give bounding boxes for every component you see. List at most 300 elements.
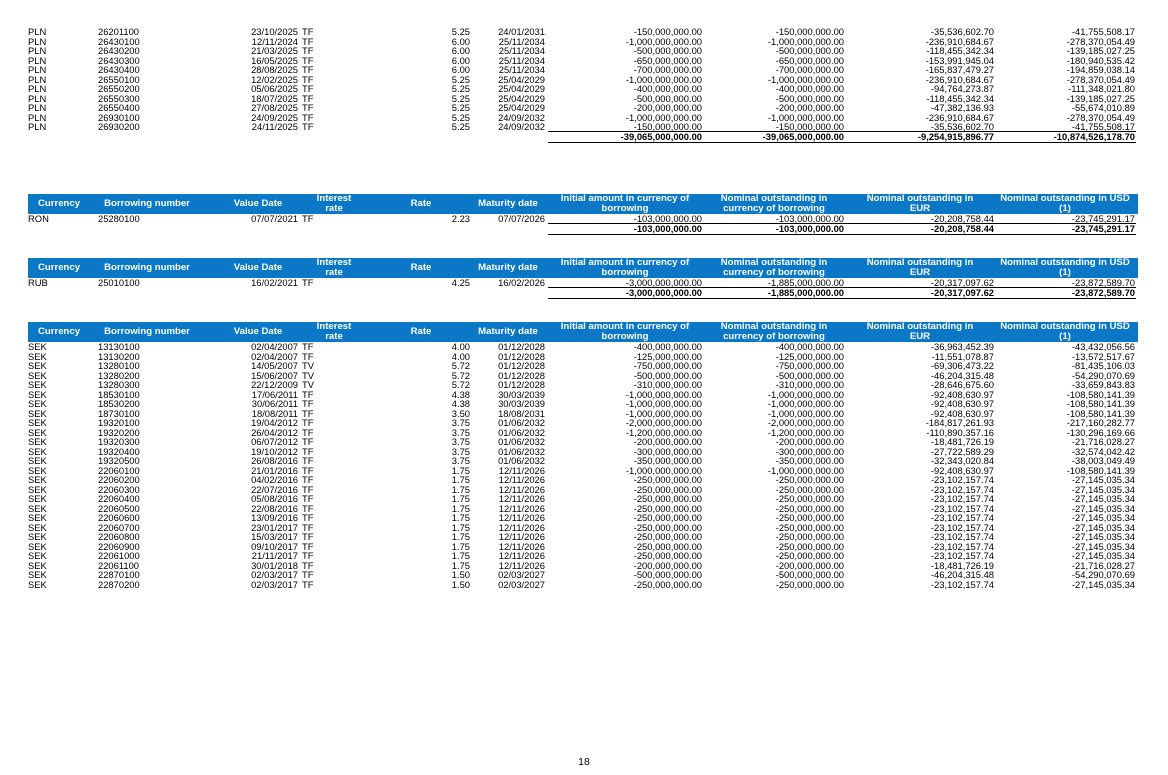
rate-cell: 1.75: [451, 493, 470, 504]
initial-amount-cell: -1,000,000,000.00: [625, 73, 702, 85]
table-header: [28, 322, 1138, 342]
nominal-currency-cell: -150,000,000.00: [775, 121, 844, 132]
header-interest-rate-line2: rate: [325, 267, 343, 278]
header-initial-amount-line2: borrowing: [601, 331, 649, 342]
nominal-usd-cell: -194,859,038.14: [1066, 64, 1135, 75]
value-date-cell: 19/04/2012: [251, 417, 298, 428]
table-row: [28, 580, 1138, 590]
rate-cell: 6.00: [451, 35, 470, 47]
maturity-date-cell: 24/01/2031: [498, 26, 545, 37]
initial-amount-cell: -1,000,000,000.00: [625, 35, 702, 47]
nominal-eur-cell: -153,991,945.04: [925, 54, 994, 66]
currency-cell: SEK: [28, 512, 47, 523]
total-nominal-currency: -39,065,000,000.00: [762, 130, 844, 142]
nominal-usd-cell: -27,145,035.34: [1071, 483, 1135, 495]
maturity-date-cell: 25/11/2034: [498, 35, 545, 47]
nominal-eur-cell: -92,408,630.97: [930, 464, 994, 476]
maturity-date-cell: 12/11/2026: [498, 531, 545, 542]
rate-cell: 1.75: [451, 559, 470, 571]
interest-type-cell: TF: [302, 388, 314, 400]
borrowing-number-cell: 18730100: [98, 407, 140, 419]
initial-amount-cell: -310,000,000.00: [633, 379, 702, 390]
currency-cell: PLN: [28, 35, 47, 47]
borrowing-number-cell: 26550400: [98, 102, 140, 113]
borrowing-number-cell: 26430200: [98, 45, 140, 56]
header-rate: Rate: [410, 326, 432, 337]
nominal-eur-cell: -35,536,602.70: [930, 121, 994, 132]
interest-type-cell: TF: [302, 540, 314, 552]
maturity-date-cell: 24/09/2032: [498, 111, 545, 123]
initial-amount-cell: -300,000,000.00: [633, 445, 702, 457]
borrowing-number-cell: 22060300: [98, 483, 140, 495]
nominal-usd-cell: -278,370,054.49: [1066, 73, 1135, 85]
interest-type-cell: TF: [302, 426, 314, 438]
initial-amount-cell: -700,000,000.00: [633, 64, 702, 75]
initial-amount-cell: -200,000,000.00: [633, 559, 702, 571]
nominal-eur-cell: -23,102,157.74: [930, 483, 994, 495]
nominal-currency-cell: -300,000,000.00: [775, 445, 844, 457]
interest-type-cell: TV: [302, 379, 314, 390]
nominal-usd-cell: -55,674,010.89: [1071, 102, 1135, 113]
initial-amount-cell: -400,000,000.00: [633, 341, 702, 352]
initial-amount-cell: -400,000,000.00: [633, 83, 702, 94]
interest-type-cell: TF: [302, 436, 314, 447]
nominal-eur-cell: -11,551,078.87: [931, 350, 994, 362]
borrowing-number-cell: 26201100: [98, 26, 140, 37]
header-currency: Currency: [37, 198, 81, 209]
interest-type-cell: TF: [302, 559, 314, 571]
nominal-usd-cell: -108,580,141.39: [1066, 464, 1135, 476]
rate-cell: 3.75: [451, 436, 470, 447]
nominal-currency-cell: -1,000,000,000.00: [767, 407, 844, 419]
currency-cell: PLN: [28, 54, 47, 66]
interest-type-cell: TF: [302, 407, 314, 419]
interest-type-cell: TF: [302, 455, 314, 466]
borrowing-number-cell: 22060500: [98, 502, 140, 514]
borrowing-number-cell: 22060100: [98, 464, 140, 476]
nominal-usd-cell: -32,574,042.42: [1071, 445, 1135, 457]
currency-cell: RUB: [28, 277, 48, 288]
maturity-date-cell: 01/06/2032: [498, 417, 545, 428]
header-value-date: Value Date: [233, 262, 283, 273]
maturity-date-cell: 25/04/2029: [498, 83, 545, 94]
nominal-usd-cell: -278,370,054.49: [1066, 35, 1135, 47]
value-date-cell: 07/07/2021: [251, 213, 298, 224]
interest-type-cell: TF: [302, 550, 314, 561]
nominal-currency-cell: -500,000,000.00: [775, 92, 844, 104]
total-initial-amount: -3,000,000,000.00: [625, 286, 702, 298]
maturity-date-cell: 12/11/2026: [498, 521, 545, 533]
value-date-cell: 04/02/2016: [251, 474, 298, 485]
maturity-date-cell: 12/11/2026: [498, 464, 545, 476]
borrowing-number-cell: 25280100: [98, 213, 140, 224]
maturity-date-cell: 12/11/2026: [498, 559, 545, 571]
rate-cell: 3.75: [451, 426, 470, 438]
nominal-usd-cell: -27,145,035.34: [1071, 540, 1135, 552]
total-nominal-eur: -20,317,097.62: [930, 286, 994, 298]
value-date-cell: 16/05/2025: [251, 54, 298, 66]
nominal-usd-cell: -27,145,035.34: [1071, 550, 1135, 561]
rate-cell: 1.50: [451, 578, 470, 590]
initial-amount-cell: -250,000,000.00: [633, 483, 702, 495]
rate-cell: 3.50: [451, 407, 470, 419]
nominal-currency-cell: -350,000,000.00: [775, 455, 844, 466]
value-date-cell: 21/11/2017: [251, 550, 298, 561]
nominal-currency-cell: -500,000,000.00: [775, 369, 844, 381]
nominal-usd-cell: -41,755,508.17: [1071, 121, 1135, 132]
header-nominal-currency-line2: currency of borrowing: [723, 203, 825, 214]
value-date-cell: 02/04/2007: [251, 341, 298, 352]
initial-amount-cell: -3,000,000,000.00: [625, 277, 702, 288]
rate-cell: 4.38: [451, 388, 470, 400]
currency-cell: SEK: [28, 436, 47, 447]
currency-cell: SEK: [28, 502, 47, 514]
value-date-cell: 21/03/2025: [251, 45, 298, 56]
header-borrowing-number: Borrowing number: [104, 262, 190, 273]
nominal-eur-cell: -110,890,357.16: [926, 426, 994, 438]
borrowing-number-cell: 19320300: [98, 436, 140, 447]
borrowing-number-cell: 19320200: [98, 426, 140, 438]
nominal-eur-cell: -23,102,157.74: [930, 531, 994, 542]
interest-type-cell: TV: [302, 369, 314, 381]
initial-amount-cell: -1,000,000,000.00: [625, 111, 702, 123]
header-currency: Currency: [37, 262, 81, 273]
value-date-cell: 23/10/2025: [251, 26, 298, 37]
nominal-eur-cell: -94,764,273.87: [930, 83, 994, 94]
nominal-eur-cell: -23,102,157.74: [930, 493, 994, 504]
header-value-date: Value Date: [233, 326, 283, 337]
borrowing-number-cell: 13280300: [98, 379, 140, 390]
table-rub: [28, 258, 1138, 298]
value-date-cell: 22/08/2016: [251, 502, 298, 514]
rate-cell: 1.75: [451, 483, 470, 495]
initial-amount-cell: -1,000,000,000.00: [625, 398, 702, 409]
initial-amount-cell: -500,000,000.00: [633, 45, 702, 56]
value-date-cell: 18/07/2025: [251, 92, 298, 104]
header-rate: Rate: [410, 262, 432, 273]
borrowing-number-cell: 18530100: [98, 388, 140, 400]
interest-type-cell: TF: [302, 512, 314, 523]
currency-cell: SEK: [28, 369, 47, 381]
currency-cell: SEK: [28, 483, 47, 495]
nominal-usd-cell: -23,872,589.70: [1071, 277, 1135, 288]
nominal-currency-cell: -200,000,000.00: [775, 559, 844, 571]
nominal-eur-cell: -36,963,452.39: [930, 341, 994, 352]
initial-amount-cell: -250,000,000.00: [633, 540, 702, 552]
nominal-currency-cell: -1,000,000,000.00: [767, 388, 844, 400]
interest-type-cell: TF: [302, 493, 314, 504]
maturity-date-cell: 12/11/2026: [498, 483, 545, 495]
value-date-cell: 22/12/2009: [251, 379, 298, 390]
initial-amount-cell: -200,000,000.00: [633, 436, 702, 447]
table-ron: [28, 194, 1138, 234]
maturity-date-cell: 01/12/2028: [498, 379, 545, 390]
rate-cell: 3.75: [451, 445, 470, 457]
value-date-cell: 30/06/2011: [251, 398, 298, 409]
header-maturity-date: Maturity date: [478, 262, 538, 273]
maturity-date-cell: 01/06/2032: [498, 426, 545, 438]
initial-amount-cell: -250,000,000.00: [633, 512, 702, 523]
maturity-date-cell: 01/12/2028: [498, 341, 545, 352]
maturity-date-cell: 18/08/2031: [498, 407, 545, 419]
nominal-usd-cell: -33,659,843.83: [1071, 379, 1135, 390]
nominal-usd-cell: -27,145,035.34: [1071, 521, 1135, 533]
currency-cell: SEK: [28, 341, 47, 352]
interest-type-cell: TF: [302, 111, 314, 123]
nominal-currency-cell: -400,000,000.00: [775, 341, 844, 352]
header-borrowing-number: Borrowing number: [104, 198, 190, 209]
value-date-cell: 19/10/2012: [251, 445, 298, 457]
borrowing-number-cell: 26550200: [98, 83, 140, 94]
nominal-usd-cell: -81,435,106.03: [1071, 360, 1135, 371]
value-date-cell: 18/08/2011: [251, 407, 298, 419]
header-currency: Currency: [37, 326, 81, 337]
nominal-eur-cell: -18,481,726.19: [930, 436, 994, 447]
borrowing-number-cell: 22060600: [98, 512, 140, 523]
header-borrowing-number: Borrowing number: [104, 326, 190, 337]
interest-type-cell: TV: [302, 360, 314, 371]
nominal-usd-cell: -217,160,282.77: [1066, 417, 1135, 428]
currency-cell: SEK: [28, 521, 47, 533]
header-nominal-eur-line1: Nominal outstanding in: [866, 193, 974, 204]
nominal-eur-cell: -118,455,342.34: [926, 45, 994, 56]
maturity-date-cell: 12/11/2026: [498, 493, 545, 504]
header-nominal-currency-line2: currency of borrowing: [723, 267, 825, 278]
borrowing-number-cell: 26430300: [98, 54, 140, 66]
initial-amount-cell: -200,000,000.00: [633, 102, 702, 113]
interest-type-cell: TF: [302, 350, 314, 362]
total-nominal-usd: -23,872,589.70: [1071, 286, 1135, 298]
currency-cell: PLN: [28, 102, 47, 113]
borrowing-number-cell: 22870200: [98, 578, 140, 590]
rate-cell: 4.00: [451, 350, 470, 362]
rate-cell: 3.75: [451, 417, 470, 428]
maturity-date-cell: 12/11/2026: [498, 540, 545, 552]
total-initial-amount: -103,000,000.00: [633, 222, 702, 234]
nominal-currency-cell: -250,000,000.00: [775, 540, 844, 552]
value-date-cell: 13/09/2016: [251, 512, 298, 523]
value-date-cell: 05/08/2016: [251, 493, 298, 504]
borrowing-number-cell: 19320400: [98, 445, 140, 457]
initial-amount-cell: -650,000,000.00: [633, 54, 702, 66]
header-initial-amount-line1: Initial amount in currency of: [560, 321, 690, 332]
header-nominal-eur-line1: Nominal outstanding in: [866, 257, 974, 268]
maturity-date-cell: 25/04/2029: [498, 73, 545, 85]
total-line-bottom: [548, 298, 1136, 299]
header-nominal-eur-line1: Nominal outstanding in: [866, 321, 974, 332]
nominal-usd-cell: -27,145,035.34: [1071, 531, 1135, 542]
header-nominal-usd-line1: Nominal outstanding in USD: [1000, 257, 1130, 268]
rate-cell: 6.00: [451, 64, 470, 75]
initial-amount-cell: -250,000,000.00: [633, 474, 702, 485]
nominal-usd-cell: -108,580,141.39: [1066, 398, 1135, 409]
maturity-date-cell: 25/04/2029: [498, 102, 545, 113]
rate-cell: 5.25: [451, 102, 470, 113]
table-sek: [28, 322, 1138, 589]
rate-cell: 1.75: [451, 502, 470, 514]
nominal-usd-cell: -21,716,028.27: [1071, 559, 1135, 571]
maturity-date-cell: 02/03/2027: [498, 578, 545, 590]
header-interest-rate-line2: rate: [325, 331, 343, 342]
value-date-cell: 27/08/2025: [251, 102, 298, 113]
nominal-currency-cell: -1,885,000,000.00: [767, 277, 844, 288]
borrowing-number-cell: 22060900: [98, 540, 140, 552]
initial-amount-cell: -150,000,000.00: [633, 121, 702, 132]
rate-cell: 5.72: [451, 360, 470, 371]
currency-cell: RON: [28, 213, 49, 224]
nominal-usd-cell: -13,572,517.67: [1071, 350, 1135, 362]
nominal-usd-cell: -139,185,027.25: [1066, 92, 1135, 104]
interest-type-cell: TF: [302, 417, 314, 428]
nominal-usd-cell: -27,145,035.34: [1071, 512, 1135, 523]
nominal-currency-cell: -250,000,000.00: [775, 550, 844, 561]
initial-amount-cell: -250,000,000.00: [633, 531, 702, 542]
currency-cell: SEK: [28, 455, 47, 466]
header-initial-amount-line2: borrowing: [601, 203, 649, 214]
nominal-eur-cell: -69,306,473.22: [930, 360, 994, 371]
borrowing-number-cell: 22061100: [98, 559, 140, 571]
nominal-eur-cell: -46,204,315.48: [930, 569, 994, 580]
nominal-eur-cell: -23,102,157.74: [930, 540, 994, 552]
interest-type-cell: TF: [302, 483, 314, 495]
nominal-currency-cell: -250,000,000.00: [775, 493, 844, 504]
initial-amount-cell: -350,000,000.00: [633, 455, 702, 466]
nominal-currency-cell: -250,000,000.00: [775, 531, 844, 542]
nominal-eur-cell: -236,910,684.67: [925, 35, 994, 47]
table-header: [28, 194, 1138, 214]
currency-cell: SEK: [28, 398, 47, 409]
interest-type-cell: TF: [302, 45, 314, 56]
maturity-date-cell: 12/11/2026: [498, 502, 545, 514]
initial-amount-cell: -1,000,000,000.00: [625, 407, 702, 419]
nominal-eur-cell: -92,408,630.97: [930, 398, 994, 409]
maturity-date-cell: 25/04/2029: [498, 92, 545, 104]
maturity-date-cell: 12/11/2026: [498, 512, 545, 523]
rate-cell: 5.25: [451, 26, 470, 37]
initial-amount-cell: -750,000,000.00: [633, 360, 702, 371]
nominal-currency-cell: -1,200,000,000.00: [767, 426, 844, 438]
rate-cell: 4.38: [451, 398, 470, 409]
borrowing-number-cell: 26930100: [98, 111, 140, 123]
total-line-bottom: [548, 234, 1136, 235]
nominal-currency-cell: -200,000,000.00: [775, 436, 844, 447]
initial-amount-cell: -500,000,000.00: [633, 569, 702, 580]
header-nominal-currency-line2: currency of borrowing: [723, 331, 825, 342]
nominal-usd-cell: -139,185,027.25: [1066, 45, 1135, 56]
total-row: [28, 224, 1138, 234]
nominal-eur-cell: -118,455,342.34: [926, 92, 994, 104]
nominal-eur-cell: -28,646,675.60: [930, 379, 994, 390]
currency-cell: PLN: [28, 64, 47, 75]
borrowing-number-cell: 22060200: [98, 474, 140, 485]
nominal-currency-cell: -1,000,000,000.00: [767, 464, 844, 476]
borrowing-number-cell: 26550300: [98, 92, 140, 104]
nominal-usd-cell: -21,716,028.27: [1071, 436, 1135, 447]
value-date-cell: 06/07/2012: [251, 436, 298, 447]
interest-type-cell: TF: [302, 464, 314, 476]
rate-cell: 4.25: [451, 277, 470, 288]
total-initial-amount: -39,065,000,000.00: [620, 130, 702, 142]
currency-cell: SEK: [28, 464, 47, 476]
borrowing-number-cell: 19320500: [98, 455, 140, 466]
rate-cell: 2.23: [451, 213, 470, 224]
nominal-currency-cell: -250,000,000.00: [775, 502, 844, 514]
rate-cell: 5.72: [451, 369, 470, 381]
maturity-date-cell: 02/03/2027: [498, 569, 545, 580]
header-nominal-usd-line1: Nominal outstanding in USD: [1000, 193, 1130, 204]
nominal-currency-cell: -1,000,000,000.00: [767, 111, 844, 123]
borrowing-number-cell: 22060400: [98, 493, 140, 504]
rate-cell: 3.75: [451, 455, 470, 466]
nominal-eur-cell: -23,102,157.74: [930, 474, 994, 485]
currency-cell: SEK: [28, 388, 47, 400]
nominal-eur-cell: -23,102,157.74: [930, 578, 994, 590]
currency-cell: PLN: [28, 83, 47, 94]
total-nominal-currency: -1,885,000,000.00: [767, 286, 844, 298]
nominal-usd-cell: -43,432,056.56: [1071, 341, 1135, 352]
maturity-date-cell: 07/07/2026: [498, 213, 545, 224]
nominal-eur-cell: -20,317,097.62: [930, 277, 994, 288]
nominal-eur-cell: -236,910,684.67: [925, 73, 994, 85]
maturity-date-cell: 16/02/2026: [498, 277, 545, 288]
value-date-cell: 30/01/2018: [251, 559, 298, 571]
nominal-eur-cell: -23,102,157.74: [930, 502, 994, 514]
interest-type-cell: TF: [302, 474, 314, 485]
interest-type-cell: TF: [302, 83, 314, 94]
interest-type-cell: TF: [302, 54, 314, 66]
header-interest-rate-line1: Interest: [316, 321, 352, 332]
borrowing-number-cell: 26550100: [98, 73, 140, 85]
value-date-cell: 16/02/2021: [251, 277, 298, 288]
header-nominal-eur-line2: EUR: [909, 267, 931, 278]
value-date-cell: 24/11/2025: [251, 121, 298, 132]
header-value-date: Value Date: [233, 198, 283, 209]
rate-cell: 1.75: [451, 531, 470, 542]
interest-type-cell: TF: [302, 73, 314, 85]
value-date-cell: 05/06/2025: [251, 83, 298, 94]
maturity-date-cell: 30/03/2039: [498, 398, 545, 409]
nominal-eur-cell: -23,102,157.74: [930, 521, 994, 533]
currency-cell: SEK: [28, 445, 47, 457]
header-nominal-usd-line2: (1): [1059, 267, 1071, 278]
header-nominal-eur-line2: EUR: [909, 203, 931, 214]
maturity-date-cell: 25/11/2034: [498, 54, 545, 66]
header-interest-rate-line2: rate: [325, 203, 343, 214]
interest-type-cell: TF: [302, 521, 314, 533]
nominal-currency-cell: -125,000,000.00: [775, 350, 844, 362]
value-date-cell: 26/04/2012: [251, 426, 298, 438]
interest-type-cell: TF: [302, 341, 314, 352]
interest-type-cell: TF: [302, 531, 314, 542]
nominal-usd-cell: -108,580,141.39: [1066, 388, 1135, 400]
borrowing-number-cell: 26430100: [98, 35, 140, 47]
currency-cell: PLN: [28, 111, 47, 123]
value-date-cell: 24/09/2025: [251, 111, 298, 123]
nominal-currency-cell: -500,000,000.00: [775, 45, 844, 56]
currency-cell: SEK: [28, 360, 47, 371]
nominal-usd-cell: -278,370,054.49: [1066, 111, 1135, 123]
interest-type-cell: TF: [302, 569, 314, 580]
value-date-cell: 14/05/2007: [251, 360, 298, 371]
nominal-eur-cell: -165,837,479.27: [925, 64, 994, 75]
nominal-eur-cell: -92,408,630.97: [930, 407, 994, 419]
borrowing-number-cell: 26430400: [98, 64, 140, 75]
borrowing-number-cell: 22060800: [98, 531, 140, 542]
currency-cell: SEK: [28, 350, 47, 362]
nominal-eur-cell: -18,481,726.19: [930, 559, 994, 571]
table-pln: [28, 27, 1138, 142]
interest-type-cell: TF: [302, 398, 314, 409]
